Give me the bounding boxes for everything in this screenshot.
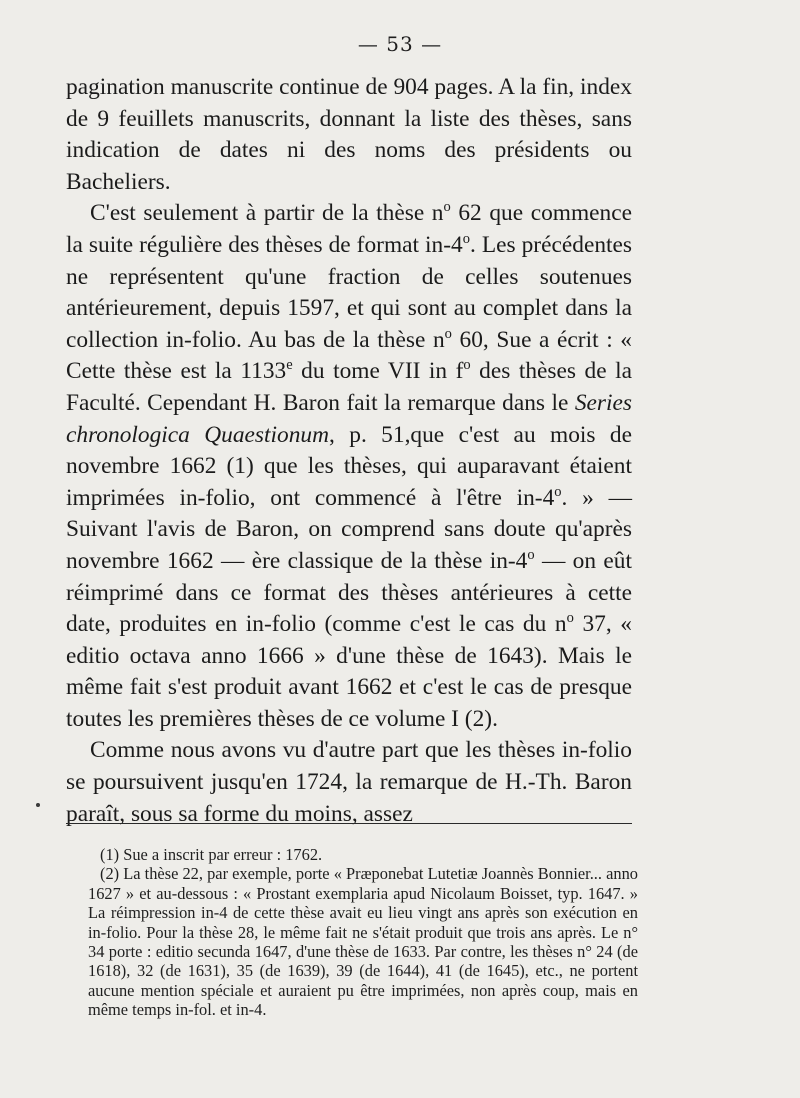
text-segment: 62 que commence la suite régulière des thèses de format in-4	[66, 200, 633, 258]
paragraph-1: pagination manuscrite continue de 904 pages. A la fin, index de 9 feuillets manuscrits, donnant la liste des thèses, sans indication de dates ni des noms des présidents ou Bacheliers.	[66, 74, 632, 195]
text-segment: 60, Sue a écrit : « Cette thèse est la 1133	[66, 326, 633, 385]
superscript: o	[462, 231, 470, 248]
superscript: o	[566, 610, 574, 627]
italic-title: Series chronologica Quaestionum	[66, 389, 632, 448]
superscript: o	[527, 547, 535, 564]
page-number: — 53 —	[357, 32, 443, 56]
text-segment: . Les précédentes ne représentent qu'une fraction de celles soutenues antérieurement, depuis 1597, et qui sont au complet dans la collection in-folio. Au bas de la thèse n	[66, 231, 633, 353]
superscript: o	[463, 357, 471, 374]
text-segment: des thèses de la Faculté. Cependant H. Baron fait la remarque dans le	[66, 358, 632, 416]
footnotes	[88, 845, 638, 1020]
footnote-divider	[66, 823, 632, 824]
superscript: o	[554, 483, 562, 500]
main-text	[66, 72, 632, 830]
text-segment: — on eût réimprimé dans ce format des thèses antérieures à cette date, produites en in-folio (comme c'est le cas du n	[66, 547, 632, 638]
footnote-2: (2) La thèse 22, par exemple, porte « Præponebat Lutetiæ Joannès Bonnier... anno 1627 » et au-dessous : « Prostant exemplaria apud Nicolaum Boisset, typ. 1647. » La réimpression in-4 de cette thèse avait eu lieu vingt ans après son exécution en in-folio. Pour la thèse 28, le même fait ne s'était produit que trois ans après. Le n° 34 porte : editio secunda 1647, d'une thèse de 1633. Par contre, les thèses n° 24 (de 1618), 32 (de 1631), 35 (de 1639), 39 (de 1644), 41 (de 1645), etc., ne portent aucune mention spéciale et auraient pu être imprimées, non après coup, mais en même temps in-fol. et in-4.	[88, 864, 638, 1020]
footnote-1: (1) Sue a inscrit par erreur : 1762.	[100, 845, 323, 864]
text-segment: 37, « editio octava anno 1666 » d'une thèse de 1643). Mais le même fait s'est produit avant 1662 et c'est le cas de presque toutes les premières thèses de ce volume I (2).	[66, 611, 632, 732]
paragraph-3: Comme nous avons vu d'autre part que les thèses in-folio se poursuivent jusqu'en 1724, la remarque de H.-Th. Baron paraît, sous sa forme du moins, assez	[66, 737, 632, 827]
margin-dot	[36, 803, 40, 807]
superscript: o	[443, 199, 451, 216]
text-segment: , p. 51,que c'est au mois de novembre 1662 (1) que les thèses, qui auparavant étaient imprimées in-folio, ont commencé à l'être in-4	[66, 421, 632, 511]
text-segment: . » — Suivant l'avis de Baron, on comprend sans doute qu'après novembre 1662 — ère classique de la thèse in-4	[66, 484, 632, 574]
superscript: e	[286, 357, 293, 374]
superscript: o	[444, 325, 452, 342]
paragraph-2	[66, 198, 632, 735]
text-segment: C'est seulement à partir de la thèse n	[90, 200, 444, 227]
text-segment: du tome VII in f	[292, 358, 464, 385]
